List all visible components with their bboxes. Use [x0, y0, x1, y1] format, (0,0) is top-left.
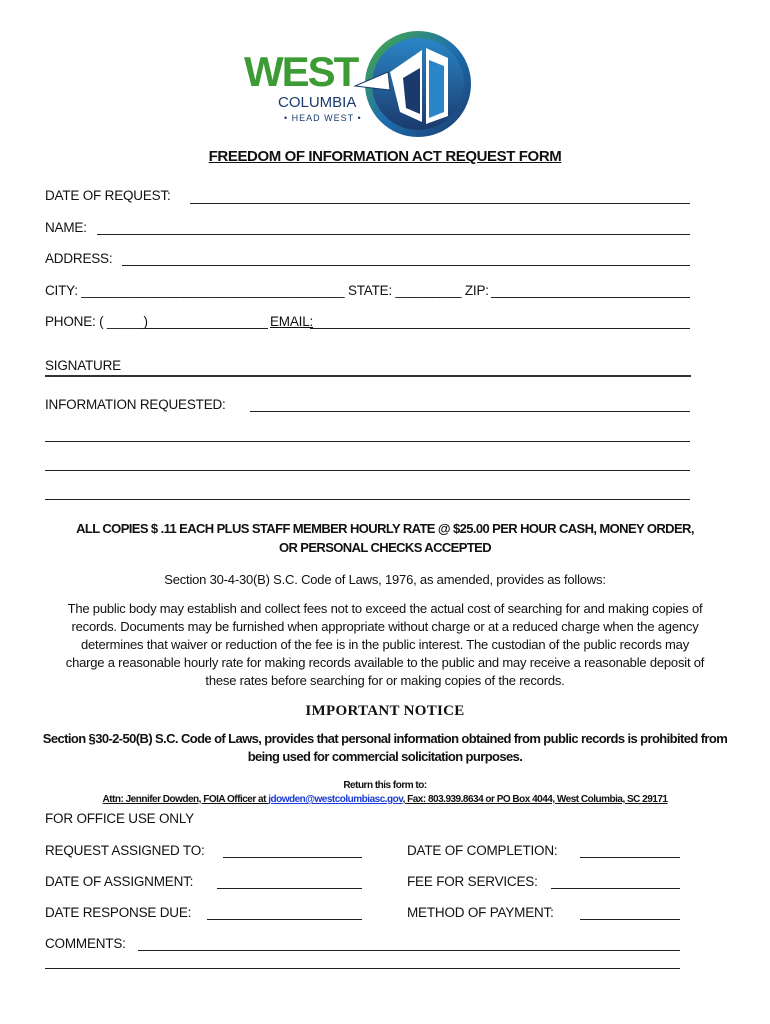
request-assigned-to-line[interactable] — [223, 857, 362, 858]
date-response-due-line[interactable] — [207, 919, 362, 920]
foia-email-link[interactable]: jdowden@westcolumbiasc.gov — [268, 794, 403, 805]
date-response-due-label: DATE RESPONSE DUE: — [45, 905, 192, 920]
comments-line-1[interactable] — [138, 950, 680, 951]
date-of-assignment-line[interactable] — [217, 888, 362, 889]
fees-notice-line-1: ALL COPIES $ .11 EACH PLUS STAFF MEMBER HOURLY RATE @ $25.00 PER HOUR CASH, MONEY ORDER, — [76, 521, 694, 536]
information-requested-line-1[interactable] — [250, 411, 690, 412]
important-notice-text — [0, 730, 770, 766]
request-assigned-to-label: REQUEST ASSIGNED TO: — [45, 843, 205, 858]
return-attn-suffix: , Fax: 803.939.8634 or PO Box 4044, West Columbia, SC 29171 — [402, 794, 668, 805]
zip-line[interactable] — [491, 297, 690, 298]
important-notice-heading: IMPORTANT NOTICE — [305, 703, 465, 719]
comments-line-2[interactable] — [45, 968, 680, 969]
logo-word-west: WEST — [244, 48, 358, 95]
return-heading: Return this form to: — [343, 780, 427, 791]
comments-label: COMMENTS: — [45, 936, 126, 951]
method-of-payment-label: METHOD OF PAYMENT: — [407, 905, 554, 920]
signature-label: SIGNATURE — [45, 358, 121, 373]
name-line[interactable] — [97, 234, 690, 235]
code-paragraph-line-4: charge a reasonable hourly rate for making records available to the public and may receive a reasonable deposit of — [65, 655, 705, 670]
signature-line[interactable] — [45, 375, 691, 377]
form-title: FREEDOM OF INFORMATION ACT REQUEST FORM — [208, 148, 562, 165]
email-label: EMAIL: — [270, 314, 314, 329]
logo-word-columbia: COLUMBIA — [278, 94, 357, 111]
name-label: NAME: — [45, 220, 87, 235]
information-requested-label: INFORMATION REQUESTED: — [45, 397, 226, 412]
information-requested-line-4[interactable] — [45, 499, 690, 500]
code-intro: Section 30-4-30(B) S.C. Code of Laws, 1976, as amended, provides as follows: — [164, 572, 606, 587]
method-of-payment-line[interactable] — [580, 919, 680, 920]
important-notice-line-1: Section §30-2-50(B) S.C. Code of Laws, provides that personal information obtained from public records is prohibited from — [42, 731, 728, 746]
fees-notice-line-2: OR PERSONAL CHECKS ACCEPTED — [278, 540, 492, 555]
city-state-zip-label: CITY: ____________________________________ STATE: _________ ZIP: — [45, 283, 489, 298]
important-notice-line-2: being used for commercial solicitation purposes. — [247, 749, 523, 764]
fee-for-services-label: FEE FOR SERVICES: — [407, 874, 538, 889]
date-of-assignment-label: DATE OF ASSIGNMENT: — [45, 874, 194, 889]
date-of-request-label: DATE OF REQUEST: — [45, 188, 171, 203]
logo-tagline: • HEAD WEST • — [284, 113, 362, 123]
west-columbia-logo — [240, 28, 480, 140]
phone-label: PHONE: ( _____) — [45, 314, 148, 329]
phone-line[interactable] — [140, 328, 268, 329]
date-of-request-line[interactable] — [190, 203, 690, 204]
return-address — [0, 794, 770, 805]
fee-for-services-line[interactable] — [551, 888, 680, 889]
address-label: ADDRESS: — [45, 251, 113, 266]
code-paragraph-line-2: records. Documents may be furnished when appropriate without charge or at a reduced charge when the agency — [71, 619, 699, 634]
date-of-completion-label: DATE OF COMPLETION: — [407, 843, 558, 858]
code-paragraph-line-1: The public body may establish and collect fees not to exceed the actual cost of searching for and making copies of — [67, 601, 703, 616]
fees-notice — [0, 519, 770, 557]
office-use-heading: FOR OFFICE USE ONLY — [45, 811, 194, 826]
information-requested-line-3[interactable] — [45, 470, 690, 471]
code-paragraph-line-3: determines that waiver or reduction of the fee is in the public interest. The custodian of the public records may — [81, 637, 689, 652]
code-paragraph — [0, 600, 770, 690]
return-attn-prefix: Attn: Jennifer Dowden, FOIA Officer at — [102, 794, 269, 805]
code-paragraph-line-5: these rates before searching for or making copies of the records. — [205, 673, 565, 688]
email-line[interactable] — [310, 328, 690, 329]
information-requested-line-2[interactable] — [45, 441, 690, 442]
address-line[interactable] — [122, 265, 690, 266]
date-of-completion-line[interactable] — [580, 857, 680, 858]
